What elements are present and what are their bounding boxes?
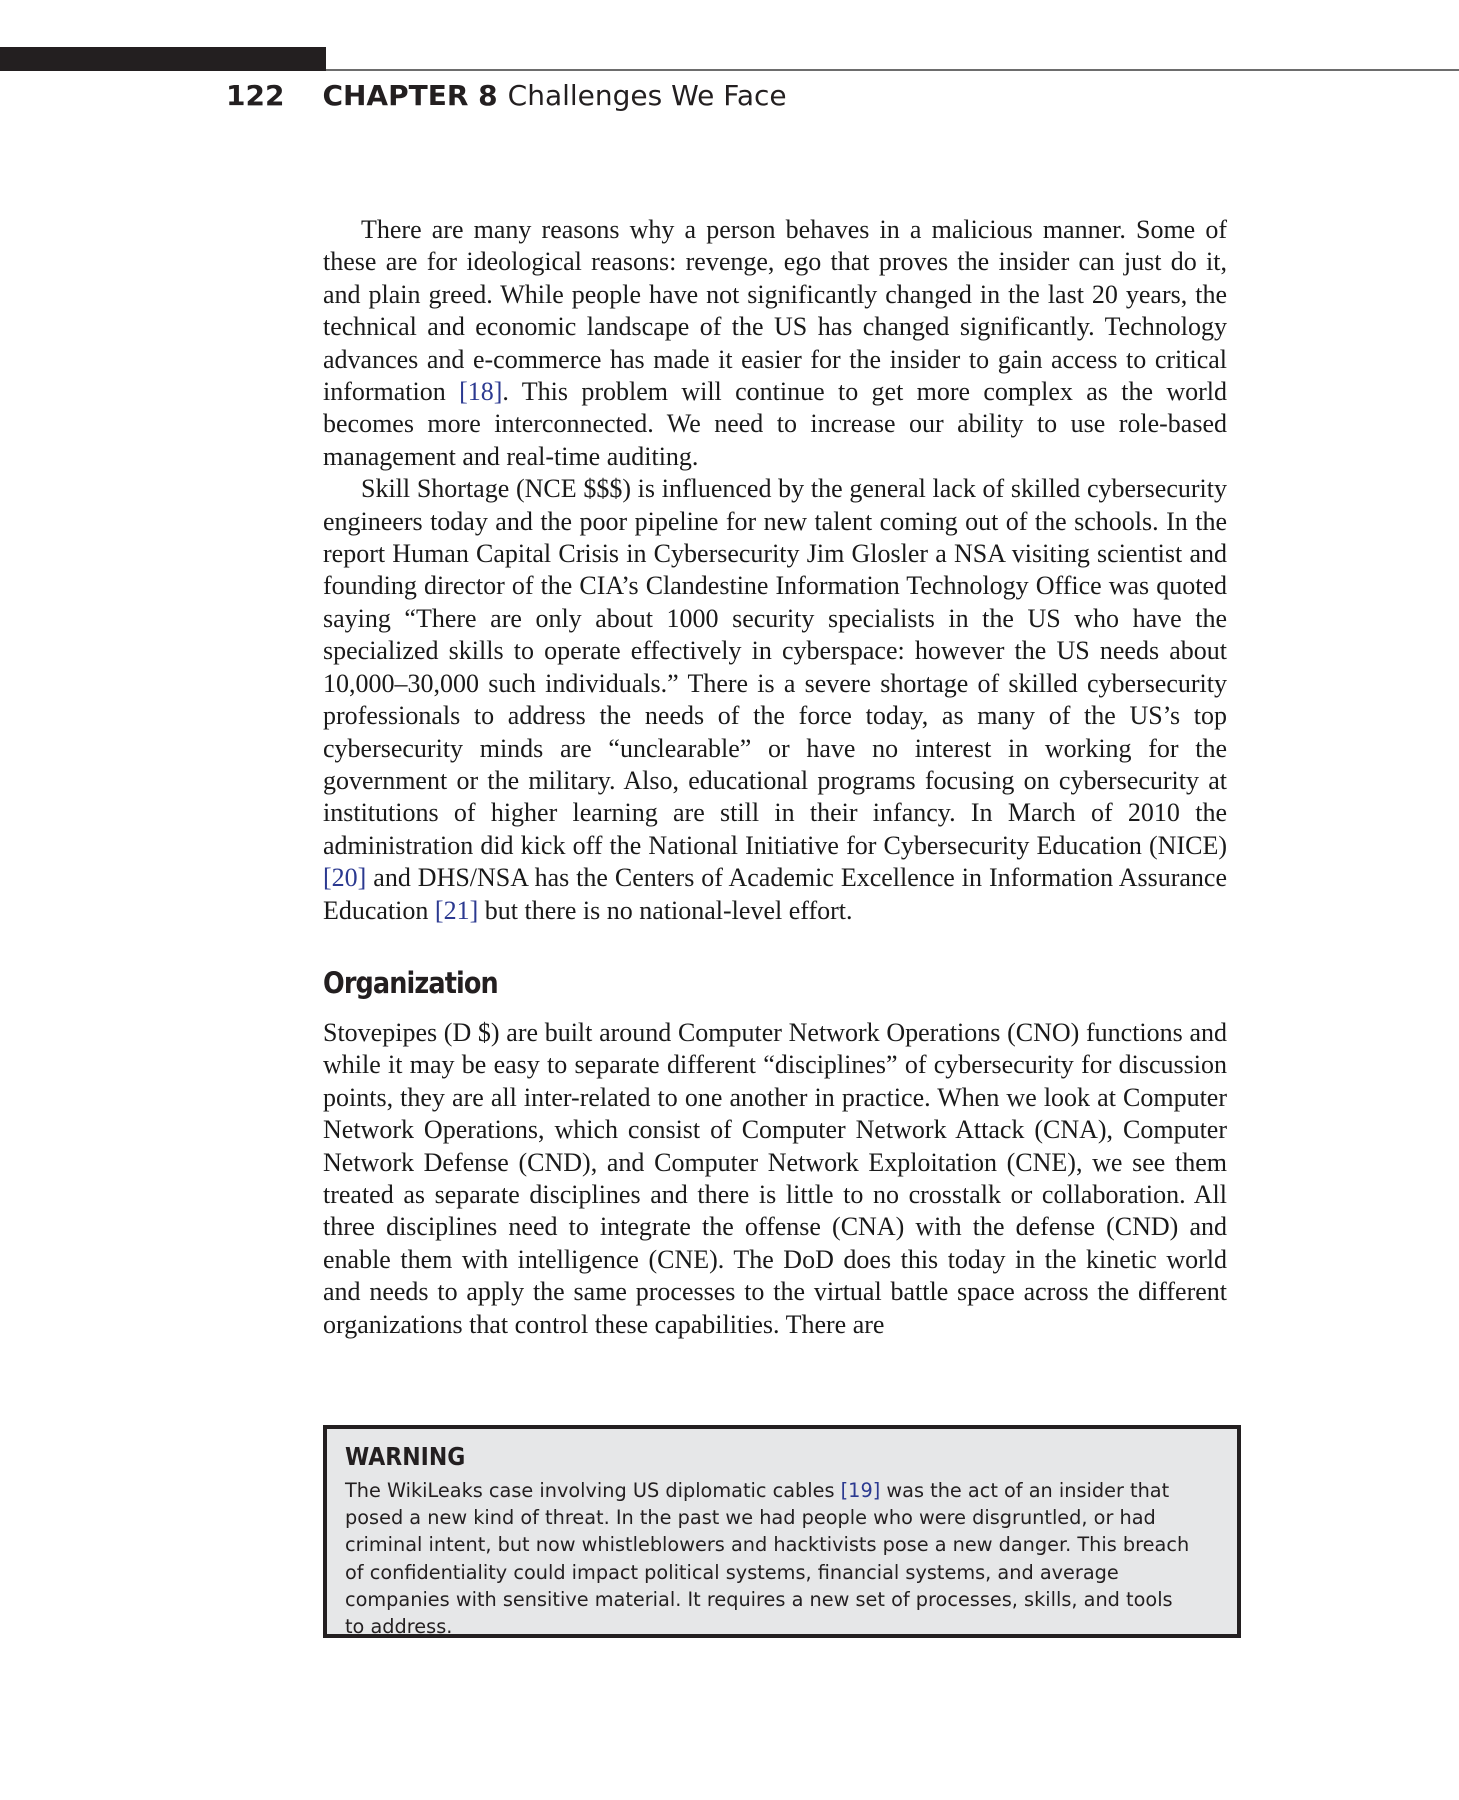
warning-text: was the act of an insider that posed a new kind of threat. In the past we had people who were disgruntled, or had criminal intent, but now whistleblowers and hacktivists pose a new danger. This breach of confidentiality could impact political systems, financial systems, and average companies with sensitive material. It requires a new set of processes, skills, and tools to address. — [345, 1479, 1190, 1639]
section-heading-organization: Organization — [323, 965, 498, 1000]
citation-link-19[interactable]: [19] — [840, 1479, 881, 1502]
paragraph-text: There are many reasons why a person behaves in a malicious manner. Some of these are for ideological reasons: revenge, ego that proves the insider can just do it, and plain greed. While people have not significantly changed in the last 20 years, the technical and economic landscape of the US has changed significantly. Technology advances and e-commerce has made it easier for the insider to gain access to critical information — [323, 215, 1227, 407]
citation-link-21[interactable]: [21] — [434, 895, 479, 925]
warning-text: The WikiLeaks case involving US diplomatic cables — [345, 1479, 841, 1502]
paragraph-insider-motives — [323, 214, 1227, 473]
citation-link-18[interactable]: [18] — [459, 377, 503, 407]
page-number: 122 — [226, 79, 285, 112]
paragraph-text: . This problem will continue to get more complex as the world becomes more interconnected. We need to increase our ability to use role-based management and real-time auditing. — [323, 377, 1227, 471]
citation-link-20[interactable]: [20] — [323, 863, 367, 893]
paragraph-stovepipes: Stovepipes (D $) are built around Computer Network Operations (CNO) functions and while it may be easy to separate different “disciplines” of cybersecurity for discussion points, they are all inter-related to one another in practice. When we look at Computer Network Operations, which consist of Computer Network Attack (CNA), Computer Network Defense (CND), and Computer Network Exploitation (CNE), we see them treated as separate disciplines and there is little to no crosstalk or collaboration. All three disciplines need to integrate the offense (CNA) with the defense (CND) and enable them with intelligence (CNE). The DoD does this today in the kinetic world and needs to apply the same processes to the virtual battle space across the different organizations that control these capabilities. There are — [323, 1017, 1227, 1339]
paragraph-text: Skill Shortage (NCE $$$) is influenced by the general lack of skilled cybersecurity engineers today and the poor pipeline for new talent coming out of the schools. In the report Human Capital Crisis in Cybersecurity Jim Glosler a NSA visiting scientist and founding director of the CIA’s Clandestine Information Technology Office was quoted saying “There are only about 1000 security specialists in the US who have the specialized skills to operate effectively in cyberspace: however the US needs about 10,000–30,000 such individuals.” There is a severe shortage of skilled cybersecurity professionals to address the needs of the force today, as many of the US’s top cybersecurity minds are “unclearable” or have no interest in working for the government or the military. Also, educational programs focusing on cybersecurity at institutions of higher learning are still in their infancy. In March of 2010 the administration did kick off the National Initiative for Cybersecurity Education (NICE) — [323, 474, 1227, 860]
chapter-title: Challenges We Face — [507, 79, 787, 112]
header-rule-thin — [326, 69, 1459, 71]
page-body — [323, 214, 1227, 1341]
paragraph-text: and DHS/NSA has the Centers of Academic Excellence in Information Assurance Education — [323, 863, 1227, 925]
paragraph-skill-shortage — [323, 473, 1227, 927]
header-rule-thick — [0, 47, 326, 71]
running-header — [226, 76, 787, 116]
warning-callout — [323, 1425, 1241, 1638]
warning-title: WARNING — [345, 1442, 466, 1471]
chapter-label: CHAPTER 8 — [322, 79, 498, 112]
paragraph-text: but there is no national-level effort. — [478, 895, 853, 925]
warning-body — [345, 1477, 1195, 1640]
